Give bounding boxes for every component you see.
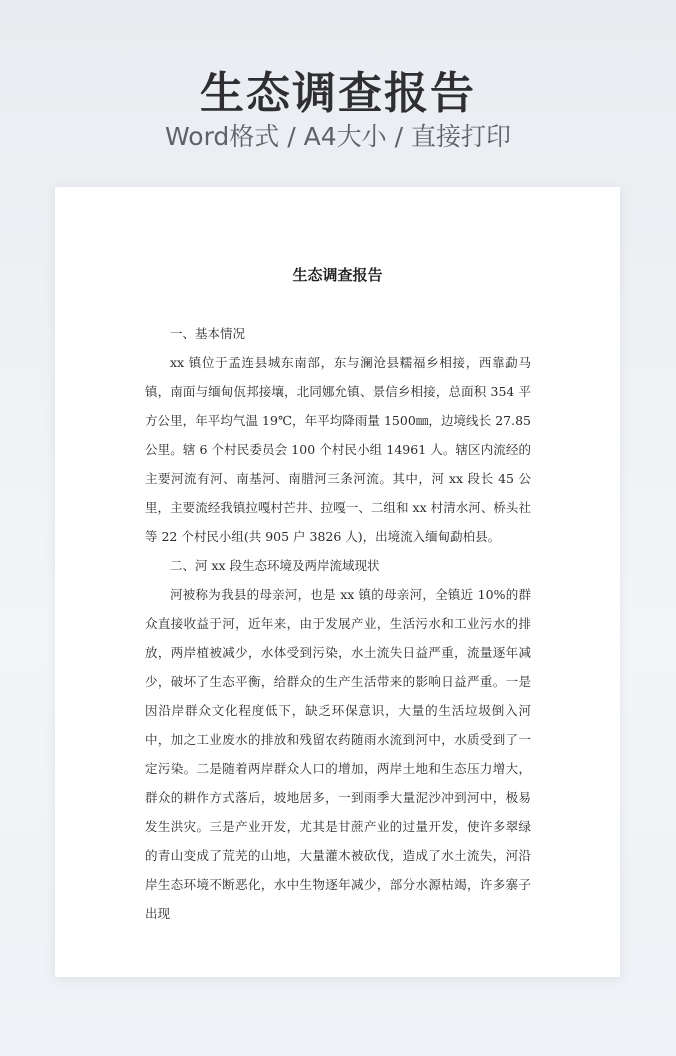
paragraph-river-status: 河被称为我县的母亲河，也是 xx 镇的母亲河，全镇近 10%的群众直接收益于河，近年来，由于发展产业，生活污水和工业污水的排放，两岸植被减少，水体受到污染，水土流失日益严重，流量逐年减少，破坏了生态平衡，给群众的生产生活带来的影响日益严重。一是因沿岸群众文化程度低下，缺乏环保意识，大量的生活垃圾倒入河中，加之工业废水的排放和残留农药随雨水流到河中，水质受到了一定污染。二是随着两岸群众人口的增加，两岸土地和生态压力增大，群众的耕作方式落后，坡地居多，一到雨季大量泥沙冲到河中，极易发生洪灾。三是产业开发，尤其是甘蔗产业的过量开发，使许多翠绿的青山变成了荒芜的山地，大量灌木被砍伐，造成了水土流失，河沿岸生态环境不断恶化，水中生物逐年减少，部分水源枯竭，许多寨子出现	[145, 587, 531, 921]
banner-title: 生态调查报告	[200, 68, 476, 119]
banner-subtitle: Word格式 / A4大小 / 直接打印	[165, 122, 511, 151]
section-heading-basic-info: 一、基本情况	[170, 326, 246, 341]
document-title: 生态调查报告	[292, 266, 383, 284]
section-heading-river-status: 二、河 xx 段生态环境及两岸流域现状	[170, 558, 380, 573]
document-page	[55, 187, 620, 977]
paragraph-basic-info: xx 镇位于孟连县城东南部，东与澜沧县糯福乡相接，西靠勐马镇，南面与缅甸佤邦接壤，北同娜允镇、景信乡相接，总面积 354 平方公里，年平均气温 19℃，年平均降雨量 1500㎜，边境线长 27.85 公里。辖 6 个村民委员会 100 个村民小组 14961 人。辖区内流经的主要河流有河、南基河、南腊河三条河流。其中，河 xx 段长 45 公里，主要流经我镇拉嘎村芒井、拉嘎一、二组和 xx 村清水河、桥头社等 22 个村民小组(共 905 户 3826 人)，出境流入缅甸勐柏县。	[145, 355, 531, 544]
document-body	[145, 319, 531, 928]
